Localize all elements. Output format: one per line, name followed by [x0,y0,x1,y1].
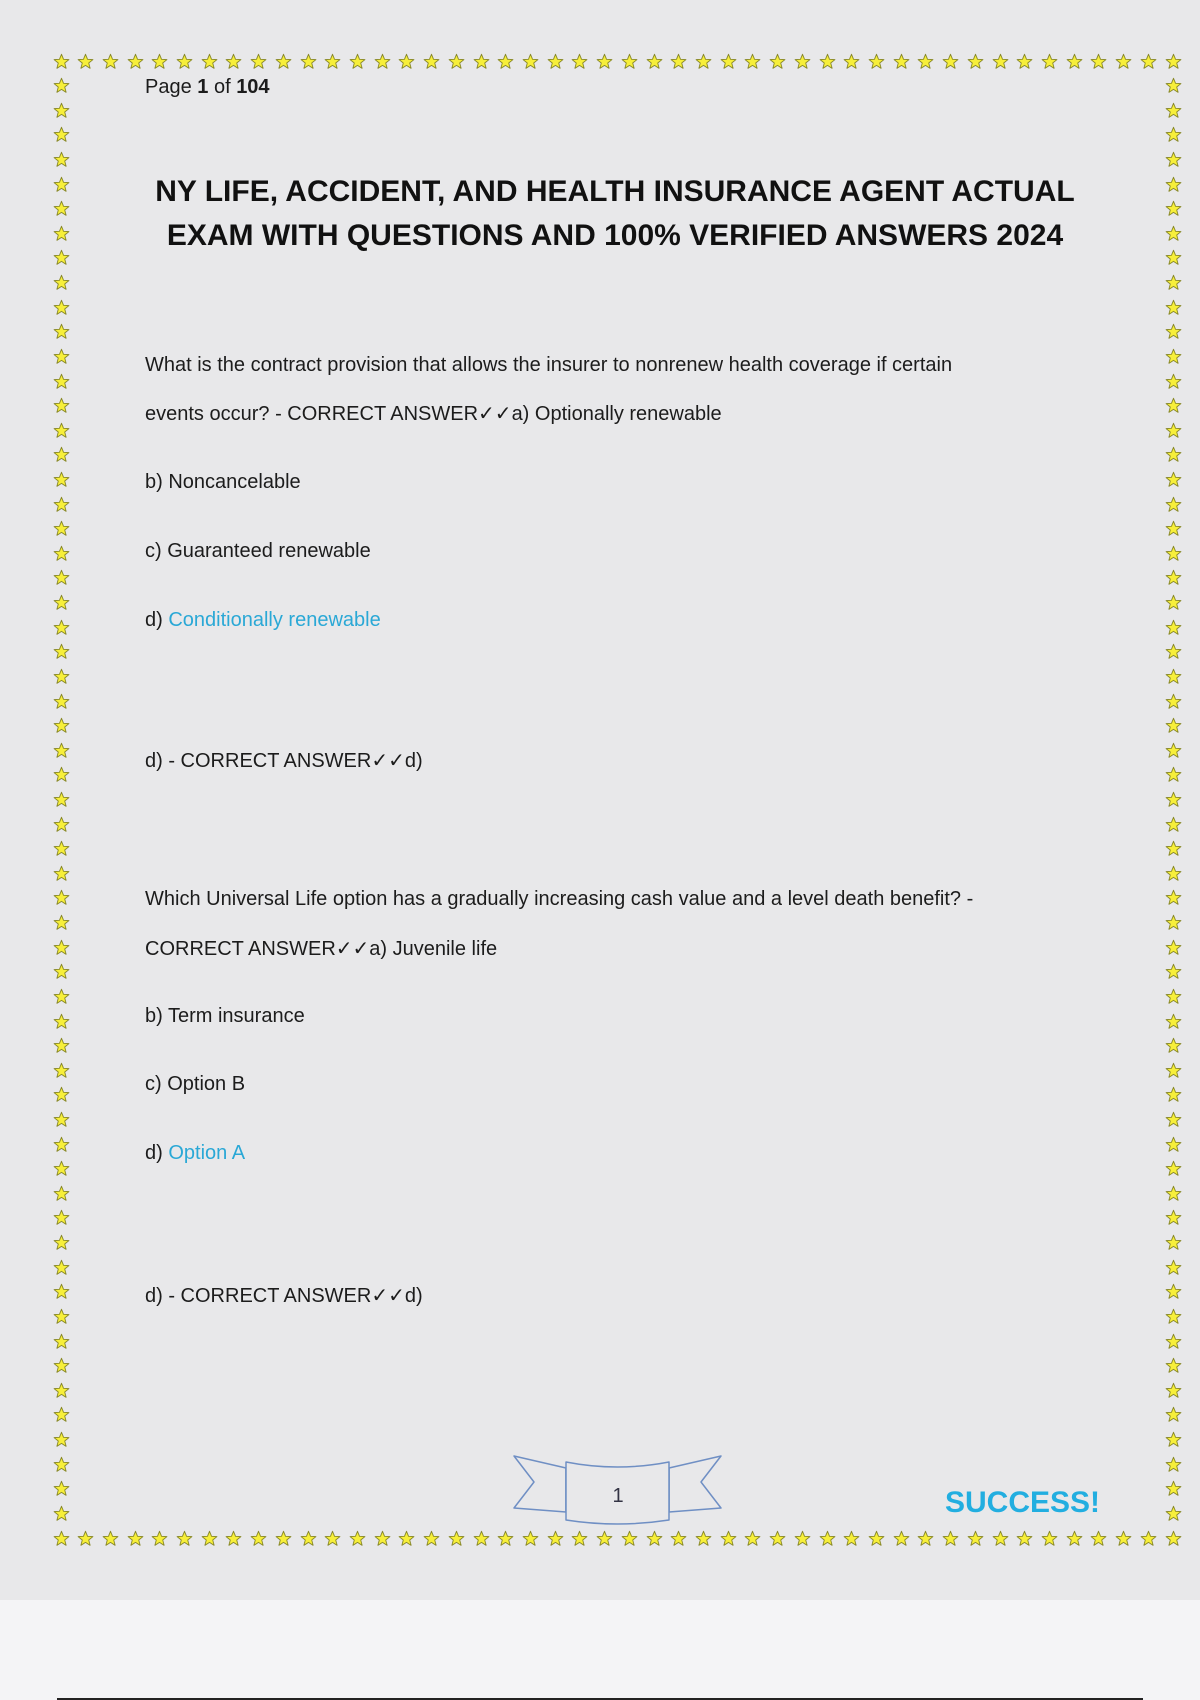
star-icon [448,1530,465,1547]
star-icon [992,53,1009,70]
star-icon [1165,1406,1182,1423]
star-icon [1165,1382,1182,1399]
star-icon [53,274,70,291]
star-icon [1165,717,1182,734]
star-icon [53,742,70,759]
star-icon [324,1530,341,1547]
star-icon [992,1530,1009,1547]
next-page-edge [0,1600,1200,1700]
star-icon [349,1530,366,1547]
star-icon [77,1530,94,1547]
star-icon [1165,102,1182,119]
title-line-1: NY LIFE, ACCIDENT, AND HEALTH INSURANCE AGENT ACTUAL [155,175,1075,208]
star-icon [695,1530,712,1547]
star-icon [1165,1333,1182,1350]
star-icon [53,422,70,439]
star-icon [53,914,70,931]
star-icon [53,569,70,586]
star-icon [646,53,663,70]
star-icon [1165,594,1182,611]
star-icon [1165,446,1182,463]
star-icon [794,1530,811,1547]
star-icon [1165,791,1182,808]
star-icon [1165,520,1182,537]
star-icon [53,176,70,193]
star-icon [1165,1209,1182,1226]
star-icon [53,816,70,833]
page-counter-total: 104 [236,76,270,98]
star-icon [769,53,786,70]
star-icon [819,1530,836,1547]
star-icon [1165,225,1182,242]
star-icon [1165,1456,1182,1473]
star-icon [53,619,70,636]
star-icon [53,1062,70,1079]
star-icon [1165,1062,1182,1079]
star-icon [53,1357,70,1374]
star-icon [53,373,70,390]
star-icon [1165,865,1182,882]
star-icon [176,53,193,70]
star-icon [547,53,564,70]
star-icon [53,1013,70,1030]
star-icon [1165,496,1182,513]
q2-option-b: b) Term insurance [145,1005,305,1027]
star-icon [1165,1530,1182,1547]
q1-option-c: c) Guaranteed renewable [145,540,371,562]
star-icon [497,53,514,70]
star-icon [1165,939,1182,956]
star-icon [1140,1530,1157,1547]
star-icon [1165,1160,1182,1177]
star-icon [1165,1111,1182,1128]
star-icon [571,53,588,70]
star-icon [1165,840,1182,857]
star-icon [1165,569,1182,586]
q1-option-d-link[interactable]: Conditionally renewable [168,609,381,631]
star-icon [695,53,712,70]
page-counter [145,76,270,99]
star-icon [497,1530,514,1547]
star-icon [53,225,70,242]
star-icon [225,53,242,70]
star-icon [1016,53,1033,70]
star-icon [127,53,144,70]
q1-option-d-prefix: d) [145,609,169,631]
star-icon [1140,53,1157,70]
q2-option-d-link[interactable]: Option A [168,1142,246,1164]
star-icon [53,53,70,70]
star-icon [53,1086,70,1103]
star-icon [1165,1136,1182,1153]
star-icon [596,53,613,70]
star-icon [53,1308,70,1325]
star-icon [275,53,292,70]
star-icon [225,1530,242,1547]
star-icon [53,1333,70,1350]
star-icon [1041,53,1058,70]
star-icon [1165,988,1182,1005]
star-icon [53,1283,70,1300]
star-icon [1165,914,1182,931]
star-icon [522,53,539,70]
star-icon [77,53,94,70]
star-icon [53,102,70,119]
star-icon [374,53,391,70]
star-icon [53,643,70,660]
star-icon [571,1530,588,1547]
star-icon [473,1530,490,1547]
success-text: SUCCESS! [945,1486,1101,1519]
star-icon [1165,323,1182,340]
star-icon [53,299,70,316]
document-title [120,170,1110,258]
star-icon [1016,1530,1033,1547]
star-icon [1165,1308,1182,1325]
star-icon [1165,766,1182,783]
star-icon [893,53,910,70]
star-icon [102,1530,119,1547]
star-icon [374,1530,391,1547]
star-icon [53,693,70,710]
star-icon [744,53,761,70]
star-icon [423,53,440,70]
star-icon [1165,1357,1182,1374]
star-icon [1165,1013,1182,1030]
star-icon [473,53,490,70]
star-icon [398,1530,415,1547]
star-icon [1165,963,1182,980]
star-icon [942,53,959,70]
star-icon [1165,348,1182,365]
star-icon [720,1530,737,1547]
star-icon [53,77,70,94]
star-icon [1165,397,1182,414]
star-icon [53,520,70,537]
star-icon [53,1037,70,1054]
page-counter-prefix: Page [145,76,198,98]
star-icon [1165,126,1182,143]
star-icon [151,1530,168,1547]
star-icon [1165,1431,1182,1448]
star-icon [300,53,317,70]
star-icon [1115,1530,1132,1547]
star-icon [621,1530,638,1547]
star-icon [621,53,638,70]
star-icon [1165,299,1182,316]
star-icon [53,889,70,906]
star-icon [53,545,70,562]
star-icon [53,1185,70,1202]
star-icon [596,1530,613,1547]
star-icon [1090,1530,1107,1547]
star-icon [53,397,70,414]
star-icon [522,1530,539,1547]
star-icon [1165,643,1182,660]
star-icon [53,1480,70,1497]
star-icon [53,496,70,513]
star-icon [398,53,415,70]
star-icon [53,1456,70,1473]
star-icon [53,1505,70,1522]
star-icon [275,1530,292,1547]
star-icon [893,1530,910,1547]
star-icon [448,53,465,70]
star-icon [1165,373,1182,390]
star-icon [917,1530,934,1547]
star-icon [53,126,70,143]
star-icon [53,1234,70,1251]
star-icon [53,988,70,1005]
star-icon [250,1530,267,1547]
star-icon [250,53,267,70]
star-icon [917,53,934,70]
star-icon [53,200,70,217]
star-icon [1115,53,1132,70]
star-icon [1165,53,1182,70]
star-icon [53,1431,70,1448]
star-icon [1165,816,1182,833]
star-icon [53,1111,70,1128]
star-icon [53,594,70,611]
star-icon [942,1530,959,1547]
star-icon [1090,53,1107,70]
star-icon [868,1530,885,1547]
star-icon [1165,1234,1182,1251]
star-icon [1066,53,1083,70]
star-icon [1041,1530,1058,1547]
q1-text-line-2: events occur? - CORRECT ANSWER✓✓a) Optionally renewable [145,403,722,425]
star-icon [53,963,70,980]
star-icon [53,1160,70,1177]
page-counter-current: 1 [197,76,209,98]
q1-option-d [145,609,381,632]
star-icon [1165,422,1182,439]
star-icon [1165,668,1182,685]
star-icon [423,1530,440,1547]
star-icon [720,53,737,70]
star-icon [53,323,70,340]
star-icon [53,471,70,488]
star-icon [102,53,119,70]
star-icon [794,53,811,70]
star-icon [646,1530,663,1547]
star-icon [1165,545,1182,562]
star-icon [670,1530,687,1547]
star-icon [843,1530,860,1547]
star-icon [967,1530,984,1547]
star-icon [53,840,70,857]
star-icon [53,865,70,882]
q2-option-c: c) Option B [145,1073,246,1095]
star-icon [547,1530,564,1547]
star-icon [1165,619,1182,636]
star-icon [1165,471,1182,488]
star-icon [53,348,70,365]
star-icon [1165,1086,1182,1103]
star-icon [300,1530,317,1547]
star-icon [843,53,860,70]
q1-correct-answer: d) - CORRECT ANSWER✓✓d) [145,750,423,772]
star-icon [53,446,70,463]
star-icon [670,53,687,70]
star-icon [1165,1037,1182,1054]
star-icon [1165,176,1182,193]
star-icon [1165,1259,1182,1276]
title-line-2: EXAM WITH QUESTIONS AND 100% VERIFIED ANSWERS 2024 [166,219,1064,252]
star-icon [1165,151,1182,168]
star-icon [744,1530,761,1547]
q2-option-d-prefix: d) [145,1142,169,1164]
star-icon [53,1136,70,1153]
q1-option-b: b) Noncancelable [145,471,301,493]
star-icon [1165,1283,1182,1300]
star-icon [53,1406,70,1423]
star-icon [1165,274,1182,291]
star-icon [769,1530,786,1547]
star-icon [151,53,168,70]
q2-text-line-1: Which Universal Life option has a gradually increasing cash value and a level death benefit? - [145,888,974,910]
star-icon [1165,77,1182,94]
star-icon [53,1382,70,1399]
star-icon [201,1530,218,1547]
star-icon [53,1259,70,1276]
page-counter-middle: of [208,76,237,98]
star-icon [53,668,70,685]
star-icon [1165,693,1182,710]
star-icon [1165,249,1182,266]
star-icon [127,1530,144,1547]
star-icon [1165,742,1182,759]
star-icon [53,1209,70,1226]
star-icon [1165,1185,1182,1202]
star-icon [868,53,885,70]
star-icon [349,53,366,70]
star-icon [176,1530,193,1547]
q2-correct-answer: d) - CORRECT ANSWER✓✓d) [145,1285,423,1307]
q2-text-line-2: CORRECT ANSWER✓✓a) Juvenile life [145,938,498,960]
q1-text-line-1: What is the contract provision that allows the insurer to nonrenew health coverage if certain [145,354,953,376]
star-icon [53,791,70,808]
star-icon [1165,889,1182,906]
star-icon [1165,1505,1182,1522]
star-icon [1066,1530,1083,1547]
star-icon [1165,200,1182,217]
star-icon [324,53,341,70]
star-icon [201,53,218,70]
footer-page-number: 1 [612,1485,624,1507]
star-icon [1165,1480,1182,1497]
star-icon [819,53,836,70]
q2-option-d [145,1142,245,1165]
star-icon [53,766,70,783]
star-icon [53,249,70,266]
star-icon [53,939,70,956]
star-icon [967,53,984,70]
star-icon [53,717,70,734]
star-icon [53,1530,70,1547]
star-icon [53,151,70,168]
